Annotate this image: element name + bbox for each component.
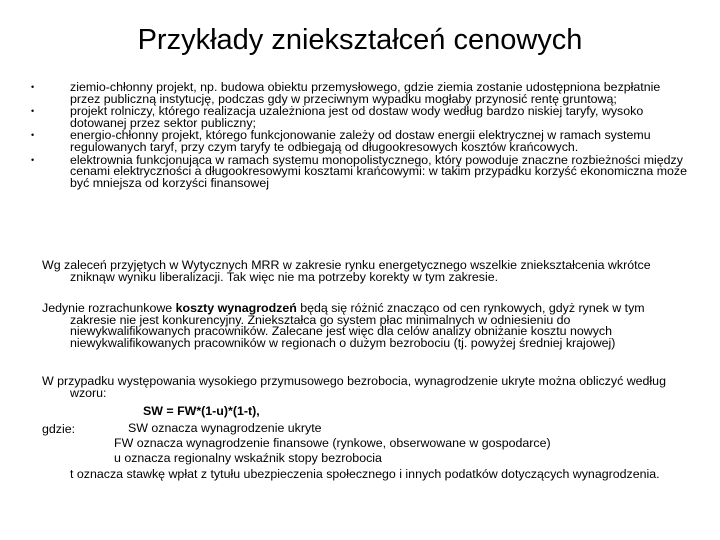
paragraph-text-start: Jedynie rozrachunkowe [42,301,176,315]
bold-phrase: koszty wynagrodzeń [175,301,297,315]
definition-list [70,421,694,484]
paragraph-recommendations [42,260,692,283]
paragraph-text: Wg zaleceń przyjętych w Wytycznych MRR w zakresie rynku energetycznego wszelkie zniekształcenia wkrótce zniknąw wyniku liberalizacji. Tak więc nie ma potrzeby korekty w tym zakresie. [42,258,651,284]
bullet-text: elektrownia funkcjonująca w ramach systemu monopolistycznego, który powoduje znaczne rozbieżności między cenami elektryczności a długookresowymi kosztami krańcowymi: w takim przypadku korzyść ekonomiczna może być mniejsza od korzyści finansowej [70,152,687,190]
bullet-icon: • [31,130,35,141]
bullet-item [30,152,690,190]
paragraph-text-end: będą się różnić znacząco od cen rynkowych, gdyż rynek w tym zakresie nie jest konkurencyjny. Zniekształca go system płac minimalnych w odniesieniu do niewykwalifikowanych pracowników. Zalecane jest więc dla celów analizy obniżanie kosztu nowych niewykwalifikowanych pracowników w regionach o dużym bezrobociu (tj. powyżej średniej krajowej) [70,301,645,350]
bullet-text: ziemio-chłonny projekt, np. budowa obiektu przemysłowego, gdzie ziemia zostanie udostępniona bezpłatnie przez publiczną instytucję, podczas gdy w przeciwnym wypadku mogłaby przynosić rentę gruntową; [70,80,661,106]
bullet-text: projekt rolniczy, którego realizacja uzależniona jest od dostaw wody według bardzo niskiej taryfy, wysoko dotowanej przez sektor publiczny; [70,104,644,130]
slide-title: Przykłady zniekształceń cenowych [137,24,583,56]
bullet-icon: • [31,154,35,165]
formula: SW = FW*(1-u)*(1-t), [143,404,260,418]
bullet-text: energio-chłonny projekt, którego funkcjonowanie zależy od dostaw energii elektrycznej w ramach systemu regulowanych taryf, przy czym taryfy te odbiegają od długookresowych kosztów krańcowych. [70,128,651,154]
definition-item: SW oznacza wynagrodzenie ukryte [128,421,322,435]
where-label: gdzie: [42,422,76,436]
definition-item: FW oznacza wynagrodzenie finansowe (rynkowe, obserwowane w gospodarce) [114,436,551,451]
bullet-icon: • [31,82,35,92]
bullet-item [30,82,690,105]
bullet-item [30,130,690,153]
definition-item: u oznacza regionalny wskaźnik stopy bezrobocia [114,451,382,466]
bullet-list [30,82,690,190]
paragraph-unemployment [42,376,692,399]
definition-item: t oznacza stawkę wpłat z tytułu ubezpieczenia społecznego i innych podatków dotyczących wynagrodzenia. [70,466,660,481]
paragraph-text: W przypadku występowania wysokiego przymusowego bezrobocia, wynagrodzenie ukryte można obliczyć według wzoru: [42,374,666,400]
paragraph-text [42,303,692,349]
bullet-icon: • [31,106,35,117]
bullet-item [30,106,690,129]
paragraph-wage-costs [42,303,692,349]
